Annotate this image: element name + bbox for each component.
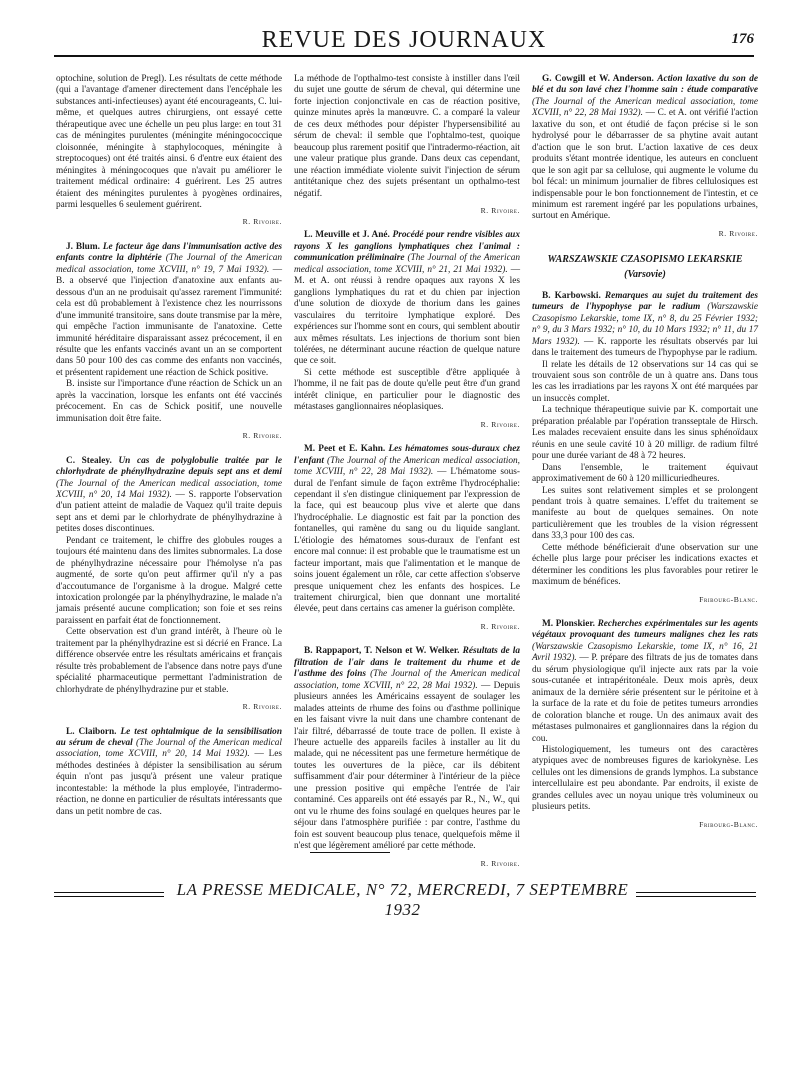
article-signature: R. Rivoire. [480,858,520,868]
article-title: Le test ophtalmique de la sensibilisation au sérum de cheval [56,726,282,749]
article [294,646,520,869]
article-title: Recherches expérimentales sur les agents végétaux provoquant des tumeurs malignes chez les rats [532,619,758,641]
article-paragraph [532,619,758,745]
article-authors: M. Plonskier. [542,619,595,630]
article-body: — C. et A. ont vérifié l'action laxative du son, et ont étudié de façon précise si le son hydrolysé pour le débarrasser de sa phytine avait autant d'action que le son brut. L'action laxative de ces deux produits s'étant montrée identique, les auteurs en concluent que le son agit par sa cellulose, qui augmente le volume du bol fécal: un minimum journalier de fibres cellulosiques est indispensable pour le bon fonctionnement de l'intestin, et ce minimum est rarement ingéré par les populations urbaines, surtout en Amérique. [532,108,758,222]
article-paragraph: Cette observation est d'un grand intérêt, à l'heure où le traitement par la phénylhydrazine est si décrié en France. La différence observée entre les résultats américains et français résulte très probablement de l'absence dans notre pays d'une spécialité pharmaceutique permettant l'administration de chlorhydrate de phénylhydrazine pur et stable. [56,627,282,695]
article [56,242,282,442]
article [56,74,282,228]
article-body: — Depuis plusieurs années les Américains essayent de soulager les malades atteints de rhume des foins ou d'asthme pollinique en les faisant vivre la nuit dans une chambre contenant de l'air filtré, débarrassé de toute trace de pollen. Il existe à l'heure actuelle des appareils faciles à installer au lit du malade, qui ne nécessitent pas une fermeture hermétique de toutes les ouvertures de la pièce, car ils débitent suffisamment d'air pour déterminer à l'intérieur de la pièce une pression positive qui empêche l'entrée de l'air contaminé. Ces appareils ont été essayés par R., N., W., qui ont vu le rhume des foins soulagé en quelques heures par le séjour dans l'atmosphère purifiée : par contre, l'asthme du foin est souvent beaucoup plus tenace, quelquefois même il n'est que légèrement amélioré par cette méthode. [294,680,521,852]
article-source: (The Journal of the American medical association, tome XCVIII, n° 22, 28 Mai 1932). [294,455,520,478]
article [532,74,758,239]
footer-rule-right [636,892,756,893]
article-paragraph [56,456,282,536]
article-source: (The Journal of the American medical association, tome XCVIII, n° 22, 28 Mai 1932). [532,96,758,119]
article [294,444,520,632]
article-authors: L. Claiborn. [66,726,117,737]
column-3 [532,74,758,844]
footer-rule-left [54,892,164,893]
page-number: 176 [731,31,754,47]
article-authors: C. Stealey. [66,455,112,466]
article-paragraph [532,74,758,223]
article-signature: R. Rivoire. [242,702,282,712]
article-columns [56,74,759,868]
article [294,230,520,430]
article-signature: Fribourg-Blanc. [699,819,758,829]
article-paragraph: Si cette méthode est susceptible d'être appliquée à l'homme, il ne fait pas de doute qu'elle peut être d'un grand intérêt clinique, en particulier pour le diagnostic des métastases ganglionnaires néoplasiques. [294,367,520,413]
article-title: Remarques au sujet du traitement des tumeurs de l'hypophyse par le radium [532,290,758,313]
article-title: Résultats de la filtration de l'air dans le traitement du rhume et de l'asthme des foins [294,646,520,680]
article-body: — L'hématome sous-dural de l'enfant simule de façon extrême l'hydrocéphalie: cependant il s'en distingue cliniquement par l'expression de la face, qui est beaucoup plus vive et alerte que dans l'hydrocéphalie. Le diagnostic est fait par la ponction des fontanelles, qui ramène du sang ou du liquide sanglant. L'étiologie des hématomes sous-duraux de l'enfant est encore mal connue: il est probable que le traumatisme est un facteur important, mais que l'alimentation et le manque de soins jouent également un rôle, car cette affection s'observe presque uniquement chez les enfants des hospices. Le traitement chirurgical, bien que donnant une mortalité élevée, peut dans certains cas amener la guérison complète. [294,467,521,615]
article-paragraph: B. insiste sur l'importance d'une réaction de Schick un an après la vaccination, lorsque les enfants ont été vaccinés précocement. En cas de Schick positif, une nouvelle immunisation doit être faite. [56,379,282,424]
article-paragraph: Les suites sont relativement simples et se prolongent pendant trois à quatre semaines. L'effet du traitement se manifeste au bout de quelques semaines. On note particulièrement que les troubles de la vision régressent dans 33,3 pour 100 des cas. [532,485,758,542]
article-signature: R. Rivoire. [480,621,520,631]
article-paragraph: Histologiquement, les tumeurs ont des caractères atypiques avec de nombreuses figures de kariokynèse. Les cellules ont les dimensions de grands lymphos. La substance intercellulaire est peu abondante. Par endroits, il existe de grandes cellules avec un noyau unique très volumineux ou plusieurs petits. [532,745,758,813]
article-paragraph [294,646,520,852]
article-title: Les hématomes sous-duraux chez l'enfant [294,444,520,466]
article [532,291,758,605]
article-title: Action laxative du son de blé et du son lavé chez l'homme sain : étude comparative [532,74,758,96]
page-footer [54,880,756,919]
article-source: (The Journal of the American medical association, tome XCVIII, n° 20, 14 Mai 1932). [56,478,282,500]
article-signature: R. Rivoire. [242,217,282,227]
article-title: Un cas de polyglobulie traitée par le chlorhydrate de phénylhydrazine depuis sept ans et demi [56,455,283,478]
column-1 [56,74,282,818]
article-authors: M. Peet et E. Kahn. [304,444,386,455]
article [56,456,282,713]
article-body: optochine, solution de Pregl). Les résultats de cette méthode (qui a l'avantage d'amener directement dans l'encéphale les substances anti-infectieuses) ayant été encourageants, C. lui-même, et quelques autres chirurgiens, ont essayé cette thérapeutique avec une échelle un peu plus large: en tout 31 cas de méningites purulentes (méningite méningococcique cloisonnée, méningite à staphylocoques, méningite à streptocoques) ont été traités ainsi. 6 d'entre eux étaient des méningites à méningocoques que n'avait pu améliorer le traitement médical ordinaire: 4 guérirent. Les 25 autres étaient des méningites purulentes à pyogènes ordinaires, parmi lesquelles 6 seulement guérirent. [56,74,282,210]
article-paragraph [294,444,520,616]
article-authors: L. Meuville et J. Ané. [304,230,390,241]
article-source: (The Journal of the American medical association, tome XCVIII, n° 22, 28 Mai 1932). [294,669,521,691]
article-body: — B. a observé que l'injection d'anatoxine aux enfants au-dessous d'un an ne produisait qu'assez rarement l'immunité: cela est dû probablement à l'existence chez les nourrissons d'une immunité transitoire, sans doute transmise par la mère, qui empêche l'action immunisante de l'anatoxine. Cette immunité héréditaire disparaissant assez précocement, il en résulte que les enfants vaccinés avant un an se comportent dans 50 pour 100 des cas comme des enfants non vaccinés, et présentent rapidement une réaction de Schick positive. [56,264,282,378]
article-title: Le facteur âge dans l'immunisation active des enfants contre la diphtérie [56,241,282,264]
article-body: — M. et A. ont réussi à rendre opaques aux rayons X les ganglions lymphatiques du rat et du chien par injection d'une solution de dioxyde de thorium dans les gaines vasculaires du territoire lymphatique exploré. Des expériences sur l'homme sont en cours, qui semblent aboutir aux mêmes résultats. Les injections de thorium sont bien tolérées, ne déterminant aucune réaction de quelque nature que ce soit. [294,264,521,367]
header-rule [54,55,754,57]
article-body: — S. rapporte l'observation d'un patient atteint de maladie de Vaquez qu'il traite depuis sept ans et demi par le chlorhydrate de phénylhydrazine à petites doses discontinues. [56,489,282,535]
article-paragraph: Cette méthode bénéficierait d'une observation sur une échelle plus large pour préciser les indications exactes et déterminer les conditions les plus favorables pour retirer le maximum de bénéfices. [532,542,758,588]
article-signature: R. Rivoire. [480,205,520,215]
journal-section [532,253,758,280]
article-source: (Warszawskie Czasopismo Lekarskie, tome IX, n° 16, 21 Avril 1932). [532,641,758,664]
article-authors: B. Karbowski. [542,290,601,301]
article-title: Procédé pour rendre visibles aux rayons X les ganglions lymphatiques chez l'animal : communication préliminaire [294,230,520,264]
article-paragraph [294,230,520,367]
article-paragraph: La technique thérapeutique suivie par K. comportait une préparation préalable par l'opération transseptale de Hirsch. Les malades recevaient ensuite dans les sinus sphénoïdaux réunis en une seule cavité 10 à 20 milligr. de radium filtré pour une durée variant de 48 à 72 heures. [532,405,758,462]
article-paragraph [56,74,282,211]
article-authors: J. Blum. [66,241,100,252]
article [532,619,758,830]
article [56,727,282,819]
article-source: (Warszawskie Czasopismo Lekarskie, tome IX, n° 8, du 25 Février 1932; n° 9, du 3 Mars 1932; n° 10, du 10 Mars 1932; n° 11, du 17 Mars 1932). [532,302,759,347]
article-signature: R. Rivoire. [718,228,758,238]
section-journal-city: (Varsovie) [624,269,666,281]
footer-text: LA PRESSE MEDICALE, N° 72, MERCREDI, 7 SEPTEMBRE 1932 [176,880,629,919]
article-body: — P. prépare des filtrats de jus de tomates dans du sérum physiologique qu'il injecte aux rats par la voie sous-cutanée et intrapéritonéale. Deux mois après, deux animaux de la dernière série présentent sur le péritoine et à la surface de la rate et du foie de petites tumeurs arrondies de coloration blanche et rouge. Un des animaux avait des métastases pulmonaires et ganglionnaires dans la région du cou. [532,653,758,744]
article-paragraph [532,291,758,360]
article-authors: B. Rappaport, T. Nelson et W. Welker. [304,646,460,657]
article-signature: Fribourg-Blanc. [699,594,758,604]
article-paragraph [56,242,282,379]
article-paragraph: Pendant ce traitement, le chiffre des globules rouges a toujours été maintenu dans des limites subnormales. La dose de phénylhydrazine nécessaire pour l'hémolyse n'a pas augmenté, de sorte qu'on peut affirmer qu'il n'y a pas d'accoutumance de l'organisme à la drogue. Malgré cette intoxication prolongée par la phénylhydrazine, le malade n'a jamais présenté aucune complication; son foie et ses reins paraissent en parfait état de fonctionnement. [56,535,282,626]
article-source: (The Journal of the American medical association, tome XCVIII, n° 20, 14 Mai 1932). [56,738,283,760]
article-body: — K. rapporte les résultats observés par lui dans le traitement des tumeurs de l'hypophyse par le radium. [532,336,758,359]
end-separator [310,852,390,853]
article-signature: R. Rivoire. [480,419,520,429]
section-journal-name: WARSZAWSKIE CZASOPISMO LEKARSKIE [547,254,743,266]
article-source: (The Journal of the American medical association, tome XCVIII, n° 19, 7 Mai 1932). [56,253,283,275]
journal-title: REVUE DES JOURNAUX [261,27,547,53]
article-body: — Les méthodes destinées à dépister la sensibilisation au sérum équin n'ont pas jusqu'à présent une valeur pratique incontestable: la méthode la plus employée, l'intradermo-réaction, ne donne en particulier de résultats intéressants que dans un petit nombre de cas. [56,749,283,817]
article-paragraph: Il relate les détails de 12 observations sur 14 cas qui se trouvaient sous son contrôle de un à quatre ans. Dans tous les cas les irradiations par les rayons X ont été marquées par un insuccès complet. [532,359,758,404]
footer-rule-right-2 [636,896,756,897]
article-signature: R. Rivoire. [242,431,282,441]
article [294,74,520,216]
page-header [54,27,754,55]
article-authors: G. Cowgill et W. Anderson. [542,74,654,84]
article-body: La méthode de l'opthalmo-test consiste à instiller dans l'œil du sujet une goutte de sérum de cheval, qui détermine une forte injection conjonctivale en cas de réaction positive, quinze minutes après la manœuvre. C. a comparé la valeur de ces deux méthodes pour dépister l'hypersensibilité au sérum de cheval: il semble que l'ophtalmo-test, quoique beaucoup plus rarement positif que l'intradermo-réaction, ait une valeur pratique plus grande. Dans deux cas cependant, une réaction immédiate violente suivit l'injection de sérum antitétanique chez des sujets présentant un opthalmo-test négatif. [294,74,520,199]
article-paragraph [294,74,520,200]
article-paragraph: Dans l'ensemble, le traitement équivaut approximativement de 60 à 120 millicuriedheures. [532,462,758,485]
footer-rule-left-2 [54,896,164,897]
article-paragraph [56,727,282,819]
column-2 [294,74,520,883]
article-source: (The Journal of the American medical association, tome XCVIII, n° 21, 21 Mai 1932). [294,253,521,275]
